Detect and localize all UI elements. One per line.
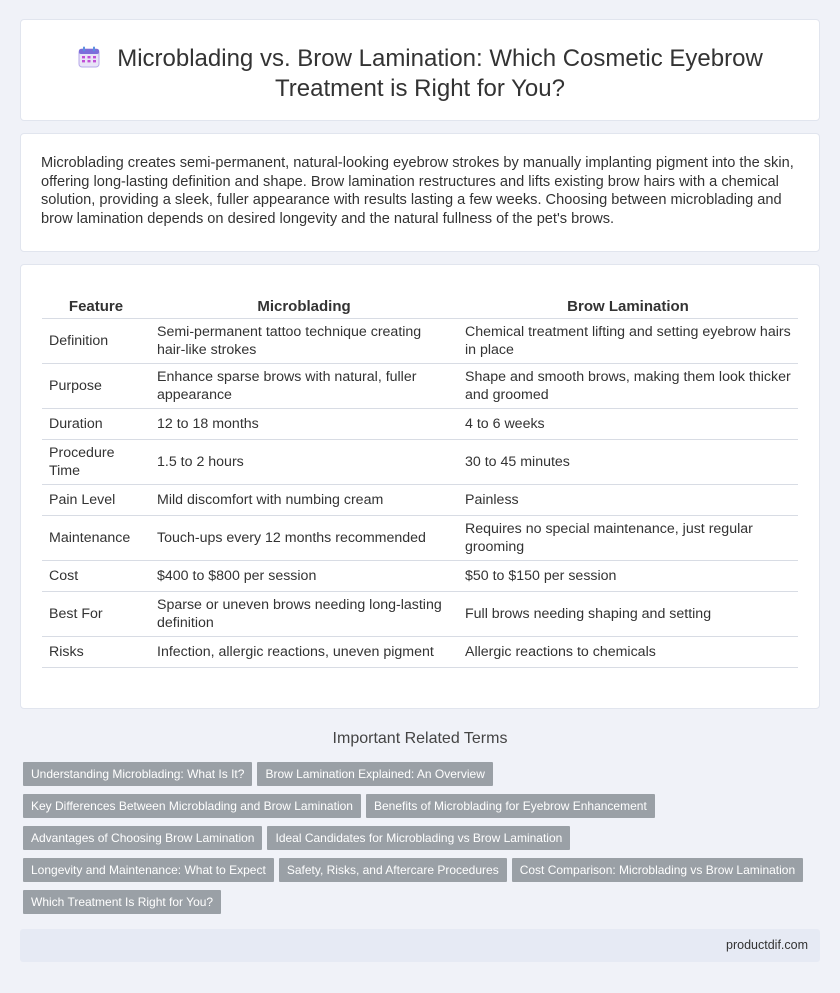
feature-cell: Best For	[42, 592, 150, 637]
related-term-link[interactable]: Cost Comparison: Microblading vs Brow Lamination	[512, 858, 803, 882]
header-brow-lamination: Brow Lamination	[458, 289, 798, 319]
intro-paragraph: Microblading creates semi-permanent, natural-looking eyebrow strokes by manually implanting pigment into the skin, offering long-lasting definition and shape. Brow lamination restructures and lifts existing brow hairs with a chemical solution, providing a sleek, fuller appearance with results lasting a few weeks. Choosing between microblading and brow lamination depends on desired longevity and the natural fullness of the pet's brows.	[41, 155, 794, 227]
lamination-cell: Painless	[458, 485, 798, 516]
feature-cell: Pain Level	[42, 485, 150, 516]
related-term-link[interactable]: Advantages of Choosing Brow Lamination	[23, 826, 262, 850]
table-row	[42, 319, 798, 364]
page-title: Microblading vs. Brow Lamination: Which Cosmetic Eyebrow Treatment is Right for You?	[117, 45, 763, 102]
header-card	[20, 19, 820, 121]
table-row	[42, 485, 798, 516]
feature-cell: Duration	[42, 409, 150, 440]
calendar-icon	[77, 45, 101, 69]
related-term-link[interactable]: Which Treatment Is Right for You?	[23, 890, 221, 914]
microblading-cell: Mild discomfort with numbing cream	[150, 485, 458, 516]
footer-bar	[20, 929, 820, 962]
feature-cell: Risks	[42, 637, 150, 668]
microblading-cell: 12 to 18 months	[150, 409, 458, 440]
feature-cell: Definition	[42, 319, 150, 364]
microblading-cell: $400 to $800 per session	[150, 561, 458, 592]
related-term-link[interactable]: Key Differences Between Microblading and Brow Lamination	[23, 794, 361, 818]
lamination-cell: Full brows needing shaping and setting	[458, 592, 798, 637]
related-term-link[interactable]: Understanding Microblading: What Is It?	[23, 762, 252, 786]
microblading-cell: 1.5 to 2 hours	[150, 440, 458, 485]
lamination-cell: 30 to 45 minutes	[458, 440, 798, 485]
header-microblading: Microblading	[150, 289, 458, 319]
table-row	[42, 637, 798, 668]
microblading-cell: Infection, allergic reactions, uneven pigment	[150, 637, 458, 668]
feature-cell: Procedure Time	[42, 440, 150, 485]
microblading-cell: Enhance sparse brows with natural, fuller appearance	[150, 364, 458, 409]
microblading-cell: Semi-permanent tattoo technique creating hair-like strokes	[150, 319, 458, 364]
lamination-cell: $50 to $150 per session	[458, 561, 798, 592]
related-term-link[interactable]: Benefits of Microblading for Eyebrow Enhancement	[366, 794, 655, 818]
table-row	[42, 440, 798, 485]
feature-cell: Cost	[42, 561, 150, 592]
related-terms-list	[23, 762, 823, 922]
table-row	[42, 516, 798, 561]
lamination-cell: 4 to 6 weeks	[458, 409, 798, 440]
comparison-table	[42, 289, 798, 668]
header-feature: Feature	[42, 289, 150, 319]
related-term-link[interactable]: Longevity and Maintenance: What to Expect	[23, 858, 274, 882]
table-row	[42, 364, 798, 409]
lamination-cell: Allergic reactions to chemicals	[458, 637, 798, 668]
microblading-cell: Sparse or uneven brows needing long-lasting definition	[150, 592, 458, 637]
intro-card	[20, 133, 820, 252]
related-term-link[interactable]: Ideal Candidates for Microblading vs Brow Lamination	[267, 826, 570, 850]
related-term-link[interactable]: Brow Lamination Explained: An Overview	[257, 762, 492, 786]
table-row	[42, 592, 798, 637]
lamination-cell: Requires no special maintenance, just regular grooming	[458, 516, 798, 561]
table-row	[42, 409, 798, 440]
microblading-cell: Touch-ups every 12 months recommended	[150, 516, 458, 561]
related-terms-heading: Important Related Terms	[332, 730, 508, 747]
lamination-cell: Shape and smooth brows, making them look thicker and groomed	[458, 364, 798, 409]
feature-cell: Purpose	[42, 364, 150, 409]
lamination-cell: Chemical treatment lifting and setting eyebrow hairs in place	[458, 319, 798, 364]
feature-cell: Maintenance	[42, 516, 150, 561]
table-row	[42, 561, 798, 592]
comparison-table-card	[20, 264, 820, 709]
site-name: productdif.com	[726, 938, 808, 952]
related-term-link[interactable]: Safety, Risks, and Aftercare Procedures	[279, 858, 507, 882]
